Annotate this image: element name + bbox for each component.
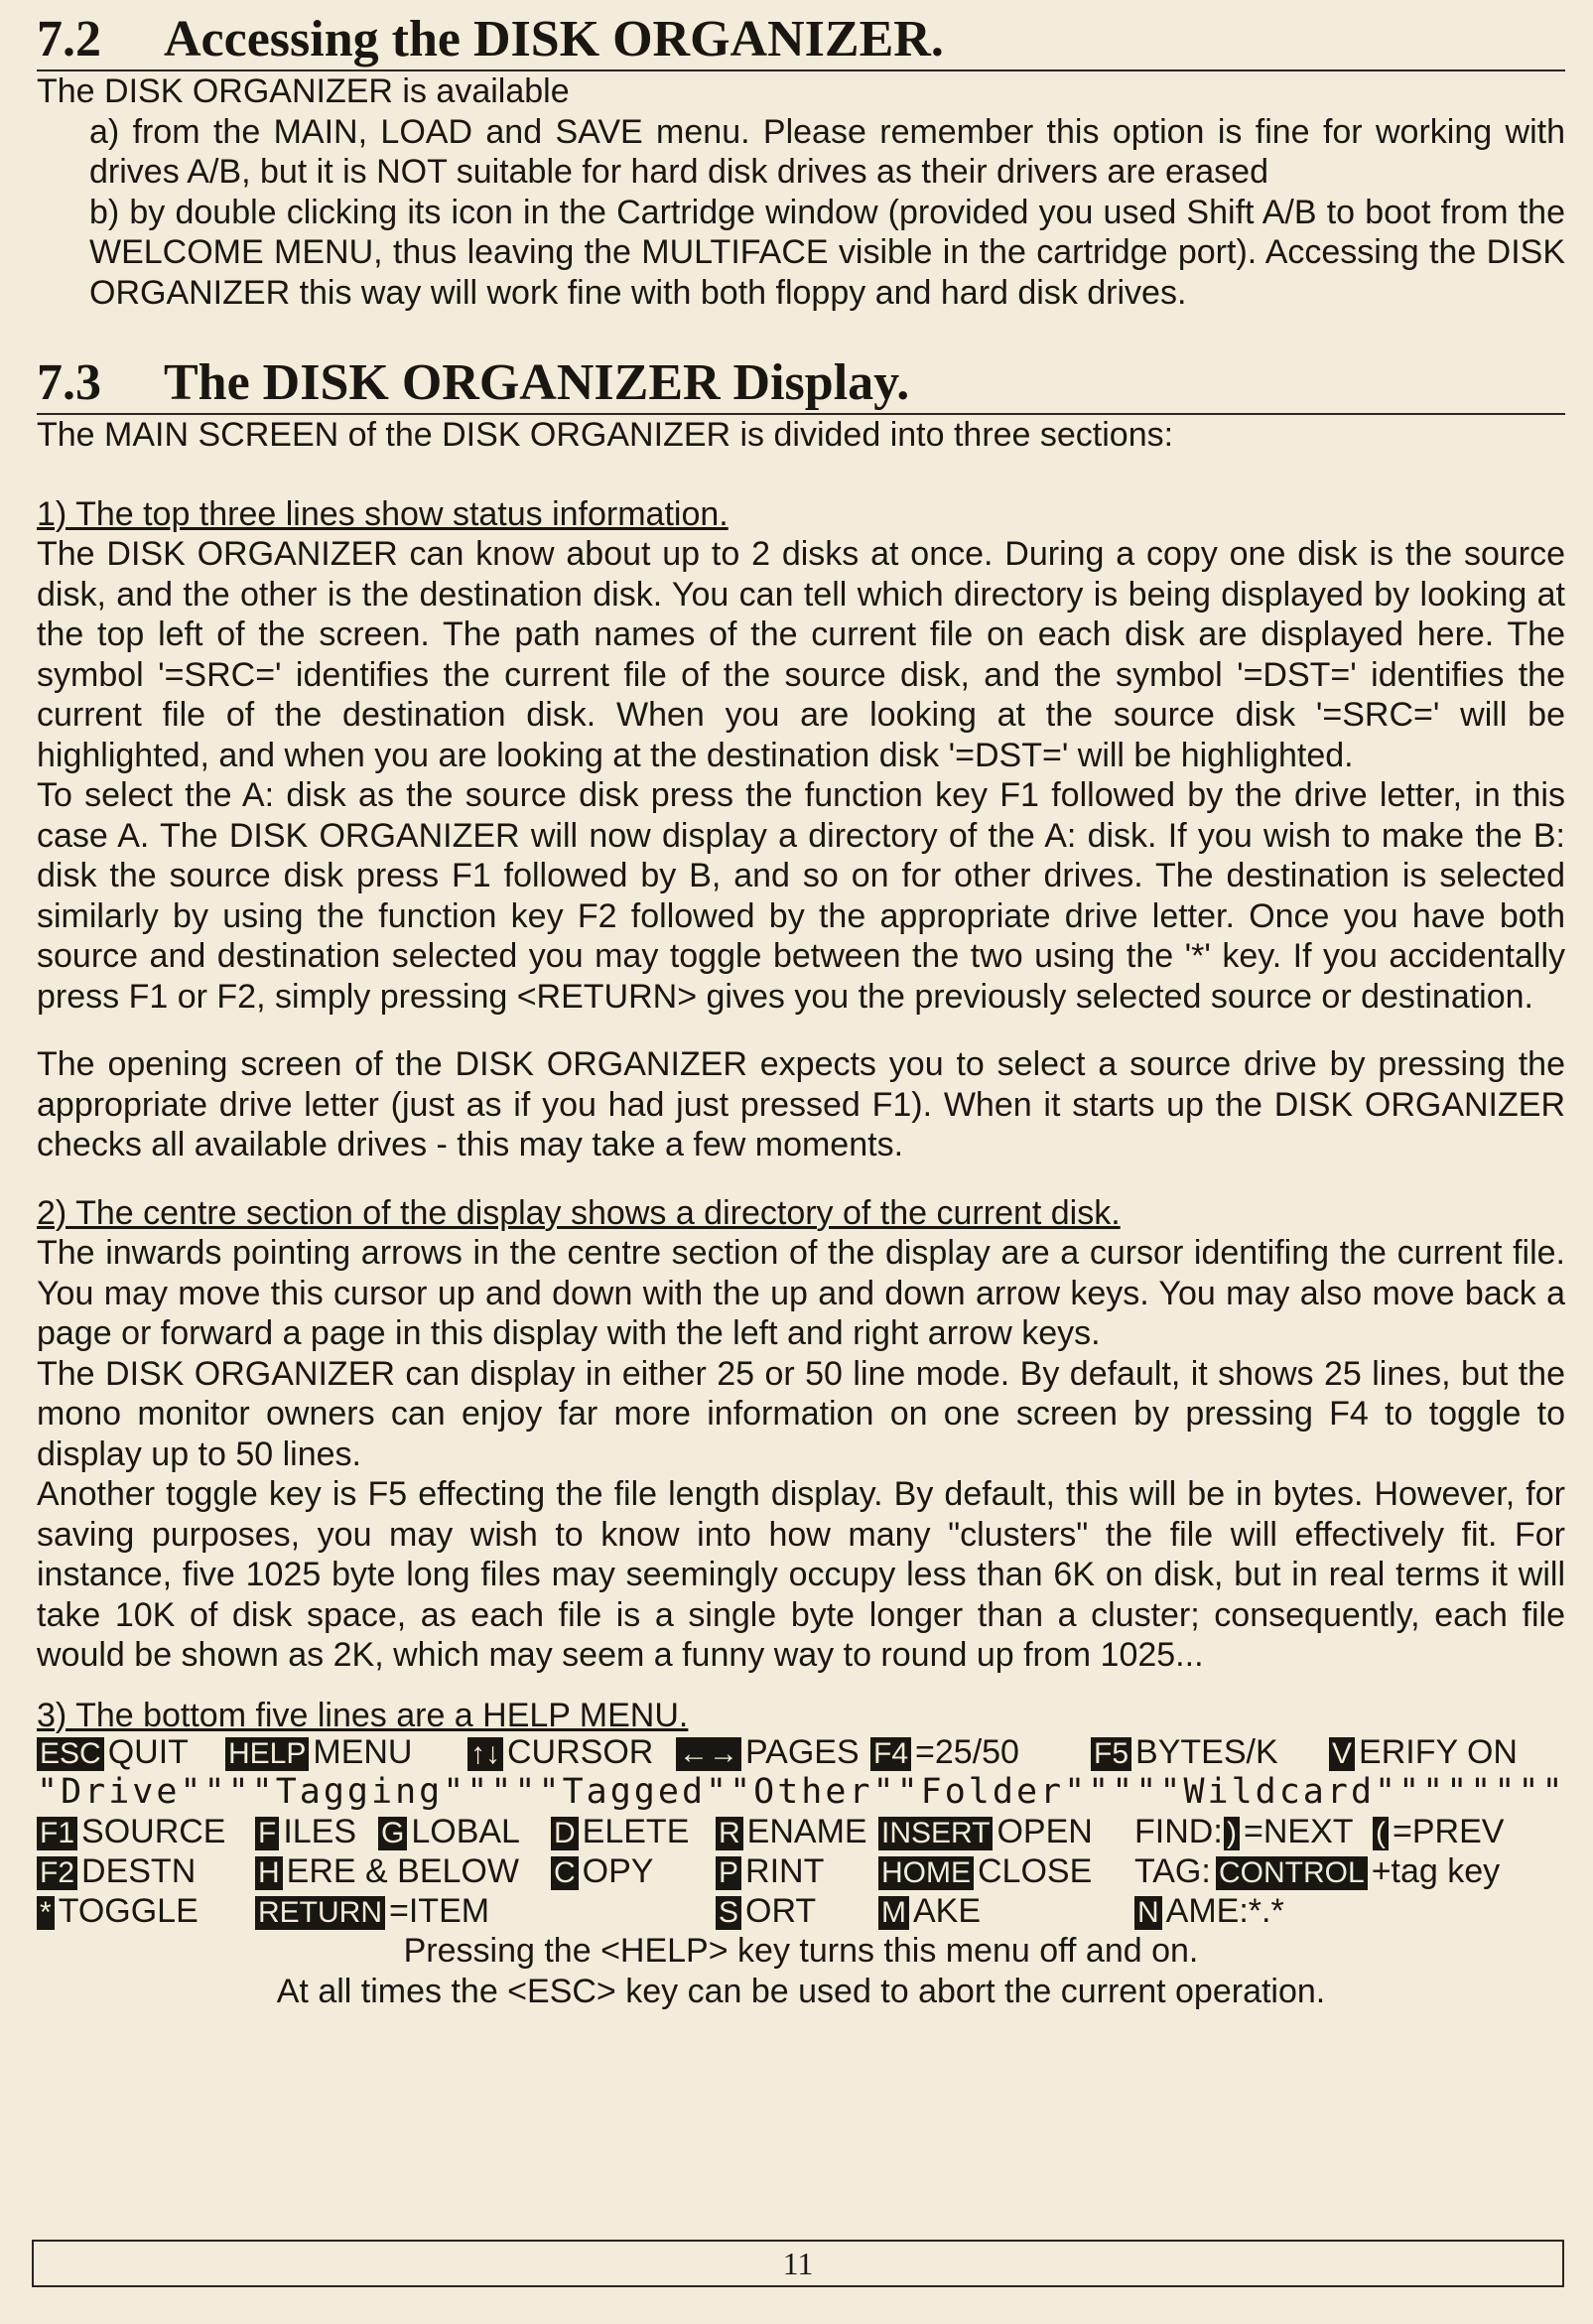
key-label: ERIFY ON bbox=[1359, 1732, 1518, 1771]
key-label: =NEXT bbox=[1244, 1812, 1354, 1850]
key-close-paren: ) bbox=[1224, 1817, 1240, 1850]
section-7-2 bbox=[37, 10, 1565, 313]
section-7-3 bbox=[37, 353, 1565, 1735]
help-row-3 bbox=[37, 1812, 1565, 1851]
page-number-box bbox=[32, 2240, 1564, 2287]
paragraph: b) by double clicking its icon in the Cartridge window (provided you used Shift A/B to boot from the WELCOME MENU, thus leaving the MULTIFACE visible in the cartridge port). Accessing the DISK ORGANIZER this way will work fine with both floppy and hard disk drives. bbox=[89, 193, 1565, 312]
key-label: =25/50 bbox=[915, 1732, 1019, 1771]
key-label: LOBAL bbox=[411, 1812, 520, 1850]
key-label: SOURCE bbox=[81, 1812, 226, 1850]
key-f4: F4 bbox=[870, 1737, 911, 1771]
key-label: CURSOR bbox=[507, 1732, 654, 1771]
subsection-heading: 2) The centre section of the display shows a directory of the current disk. bbox=[37, 1193, 1121, 1232]
key-label: RINT bbox=[745, 1851, 825, 1890]
help-row-2: "Drive""""Tagging"""""Tagged""Other""Folder"""""Wildcard"""""""" bbox=[37, 1771, 1566, 1812]
tag-label: TAG: bbox=[1134, 1851, 1211, 1890]
key-label: PAGES bbox=[745, 1732, 860, 1771]
key-label: AKE bbox=[913, 1891, 982, 1930]
section-number: 7.2 bbox=[37, 11, 101, 68]
key-label: MENU bbox=[313, 1732, 413, 1771]
help-note: Pressing the <HELP> key turns this menu off and on. bbox=[403, 1932, 1199, 1970]
key-control: CONTROL bbox=[1216, 1856, 1368, 1890]
help-row-1 bbox=[37, 1732, 1565, 1772]
key-label: ILES bbox=[283, 1812, 357, 1850]
key-label: BYTES/K bbox=[1135, 1732, 1278, 1771]
key-arrows-updown: ↑↓ bbox=[467, 1737, 503, 1771]
key-n: N bbox=[1134, 1896, 1162, 1930]
key-return: RETURN bbox=[255, 1896, 385, 1930]
key-label: +tag key bbox=[1371, 1851, 1501, 1890]
find-label: FIND: bbox=[1134, 1812, 1223, 1850]
key-v: V bbox=[1329, 1737, 1355, 1771]
key-label: =ITEM bbox=[389, 1891, 490, 1930]
key-r: R bbox=[716, 1817, 743, 1850]
paragraph: The DISK ORGANIZER is available bbox=[37, 72, 570, 110]
key-label: ORT bbox=[745, 1891, 817, 1930]
section-heading bbox=[37, 353, 1565, 415]
key-f2: F2 bbox=[37, 1856, 77, 1890]
key-asterisk: * bbox=[37, 1896, 55, 1930]
help-row-5 bbox=[37, 1891, 1565, 1931]
paragraph: The inwards pointing arrows in the centre section of the display are a cursor identifing the current file. You may move this cursor up and down with the up and down arrow keys. You may also move back a page or forward a page in this display with the left and right arrow keys. bbox=[37, 1234, 1565, 1352]
key-f: F bbox=[255, 1817, 279, 1850]
subsection-heading: 1) The top three lines show status information. bbox=[37, 494, 729, 533]
key-esc: ESC bbox=[37, 1737, 104, 1771]
section-title: Accessing the DISK ORGANIZER. bbox=[164, 11, 944, 68]
key-label: OPEN bbox=[996, 1812, 1093, 1850]
key-label: DESTN bbox=[81, 1851, 197, 1890]
key-label: QUIT bbox=[107, 1732, 189, 1771]
paragraph: The MAIN SCREEN of the DISK ORGANIZER is divided into three sections: bbox=[37, 416, 1174, 454]
paragraph: Another toggle key is F5 effecting the file length display. By default, this will be in bytes. However, for saving purposes, you may wish to know into how many "clusters" the file will effectively fit. For instance, five 1025 byte long files may seemingly occupy less than 6K on disk, but in real terms it will take 10K of disk space, as each file is a single byte longer than a cluster; consequently, each file would be shown as 2K, which may seem a funny way to round up from 1025... bbox=[37, 1475, 1565, 1674]
paragraph: The DISK ORGANIZER can display in either 25 or 50 line mode. By default, it shows 25 lines, but the mono monitor owners can enjoy far more information on one screen by pressing F4 to toggle to display up to 50 lines. bbox=[37, 1354, 1565, 1473]
section-number: 7.3 bbox=[37, 354, 101, 411]
key-insert: INSERT bbox=[878, 1817, 993, 1850]
key-p: P bbox=[716, 1856, 741, 1890]
key-c: C bbox=[551, 1856, 579, 1890]
section-heading bbox=[37, 10, 1565, 71]
paragraph: a) from the MAIN, LOAD and SAVE menu. Please remember this option is fine for working with drives A/B, but it is NOT suitable for hard disk drives as their drivers are erased bbox=[89, 112, 1565, 191]
key-h: H bbox=[255, 1856, 283, 1890]
paragraph: To select the A: disk as the source disk press the function key F1 followed by the drive letter, in this case A. The DISK ORGANIZER will now display a directory of the A: disk. If you wish to make the B: disk the source disk press F1 followed by B, and so on for other drives. The destination is selected similarly by using the function key F2 followed by the appropriate drive letter. Once you have both source and destination selected you may toggle between the two using the '*' key. If you accidentally press F1 or F2, simply pressing <RETURN> gives you the previously selected source or destination. bbox=[37, 776, 1565, 1016]
key-label: TOGGLE bbox=[58, 1891, 199, 1930]
subsection-heading: 3) The bottom five lines are a HELP MENU. bbox=[37, 1696, 689, 1734]
key-label: ERE & BELOW bbox=[286, 1851, 519, 1890]
paragraph: The opening screen of the DISK ORGANIZER expects you to select a source drive by pressing the appropriate drive letter (just as if you had just pressed F1). When it starts up the DISK ORGANIZER checks all available drives - this may take a few moments. bbox=[37, 1045, 1565, 1163]
key-open-paren: ( bbox=[1373, 1817, 1389, 1850]
key-s: S bbox=[716, 1896, 741, 1930]
help-menu bbox=[37, 1732, 1565, 2011]
key-label: =PREV bbox=[1393, 1812, 1505, 1850]
page-number: 11 bbox=[782, 2246, 814, 2281]
key-label: ENAME bbox=[746, 1812, 867, 1850]
key-f5: F5 bbox=[1091, 1737, 1131, 1771]
key-arrows-leftright: ←→ bbox=[676, 1737, 741, 1771]
key-home: HOME bbox=[878, 1856, 974, 1890]
key-label: AME:*.* bbox=[1165, 1891, 1284, 1930]
key-label: ELETE bbox=[582, 1812, 690, 1850]
key-label: OPY bbox=[582, 1851, 654, 1890]
help-row-4 bbox=[37, 1851, 1565, 1891]
key-label: CLOSE bbox=[978, 1851, 1093, 1890]
key-m: M bbox=[878, 1896, 909, 1930]
key-g: G bbox=[378, 1817, 407, 1850]
key-f1: F1 bbox=[37, 1817, 77, 1850]
section-title: The DISK ORGANIZER Display. bbox=[164, 354, 910, 411]
key-help: HELP bbox=[225, 1737, 309, 1771]
paragraph: The DISK ORGANIZER can know about up to 2 disks at once. During a copy one disk is the source disk, and the other is the destination disk. You can tell which directory is being displayed by looking at the top left of the screen. The path names of the current file on each disk are displayed here. The symbol '=SRC=' identifies the current file of the source disk, and the symbol '=DST=' identifies the current file of the destination disk. When you are looking at the source disk '=SRC=' will be highlighted, and when you are looking at the destination disk '=DST=' will be highlighted. bbox=[37, 535, 1565, 774]
key-d: D bbox=[551, 1817, 579, 1850]
esc-note: At all times the <ESC> key can be used to abort the current operation. bbox=[276, 1972, 1326, 2010]
